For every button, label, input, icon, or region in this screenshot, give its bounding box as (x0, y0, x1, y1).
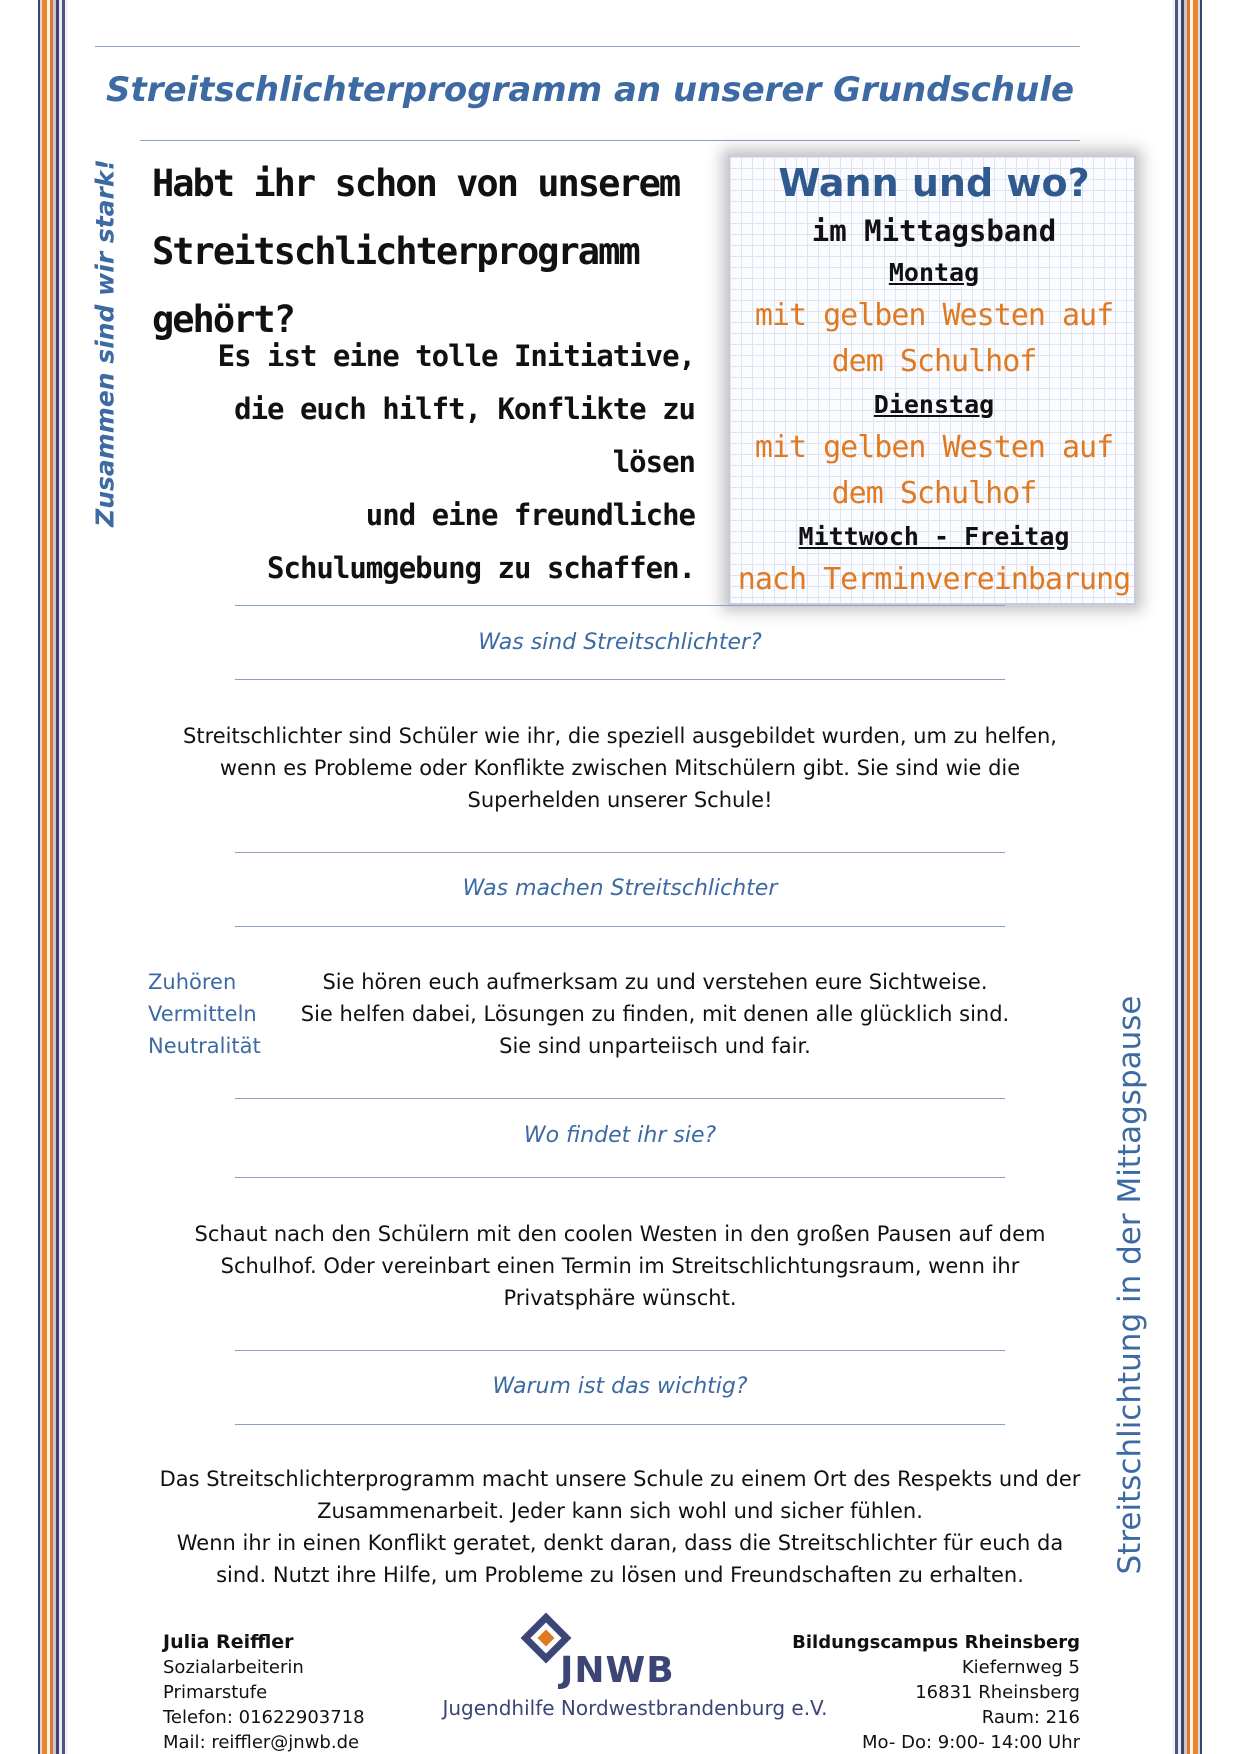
divider (235, 605, 1005, 606)
paragraph-line: Streitschlichter sind Schüler wie ihr, die speziell ausgebildet wurden, um zu helfen, (183, 724, 1057, 748)
contact-level: Primarstufe (163, 1682, 268, 1703)
term-item: Neutralität (148, 1034, 261, 1058)
location-block (792, 1630, 1080, 1754)
section-paragraph (110, 1218, 1130, 1314)
paragraph-line: Wenn ihr in einen Konflikt geratet, denkt daran, dass die Streitschlichter für euch da (176, 1531, 1064, 1555)
contact-block (163, 1630, 365, 1754)
location-room: Raum: 216 (981, 1707, 1080, 1728)
section-heading: Warum ist das wichtig? (492, 1374, 748, 1399)
schedule-day-tuesday: Dienstag (873, 390, 995, 419)
intro-body-line: Es ist eine tolle Initiative, (217, 339, 695, 373)
intro-body-line: Schulumgebung zu schaffen. (267, 551, 695, 585)
location-hours: Mo- Do: 9:00- 14:00 Uhr (862, 1732, 1080, 1753)
logo-fullname: Jugendhilfe Nordwestbrandenburg e.V. (442, 1696, 828, 1720)
logo-abbreviation: JNWB (560, 1650, 675, 1691)
schedule-box (728, 155, 1136, 605)
side-slogan-right (1108, 985, 1152, 1585)
schedule-tuesday-text: dem Schulhof (831, 476, 1037, 511)
term-description: Sie sind unparteiisch und fair. (499, 1034, 811, 1058)
intro-heading-line: Streitschlichterprogramm (152, 230, 639, 273)
schedule-monday-text: dem Schulhof (831, 344, 1037, 379)
section-paragraph (110, 720, 1130, 816)
decorative-border-right (1172, 0, 1202, 1754)
intro-heading (152, 150, 727, 354)
schedule-day-monday: Montag (888, 258, 980, 287)
location-street: Kiefernweg 5 (961, 1657, 1080, 1678)
location-org: Bildungscampus Rheinsberg (792, 1632, 1080, 1653)
term-item: Zuhören (148, 970, 237, 994)
divider (235, 1098, 1005, 1099)
contact-phone: Telefon: 01622903718 (163, 1707, 365, 1728)
divider (235, 1350, 1005, 1351)
jnwb-logo (420, 1620, 850, 1720)
divider (235, 1424, 1005, 1425)
section-paragraph (110, 1463, 1130, 1591)
section-heading: Wo findet ihr sie? (523, 1123, 717, 1148)
divider (235, 852, 1005, 853)
term-list (148, 966, 261, 1062)
schedule-tuesday-text: mit gelben Westen auf (754, 430, 1114, 465)
contact-name: Julia Reiffler (163, 1631, 294, 1653)
paragraph-line: Privatsphäre wünscht. (503, 1286, 737, 1310)
paragraph-line: sind. Nutzt ihre Hilfe, um Probleme zu lösen und Freundschaften zu erhalten. (216, 1563, 1024, 1587)
section-heading: Was sind Streitschlichter? (478, 630, 762, 655)
intro-heading-line: gehört? (152, 298, 294, 341)
contact-mail[interactable]: Mail: reiffler@jnwb.de (163, 1732, 360, 1753)
term-descriptions (270, 966, 1040, 1062)
paragraph-line: Das Streitschlichterprogramm macht unsere Schule zu einem Ort des Respekts und der (159, 1467, 1081, 1491)
paragraph-line: Schulhof. Oder vereinbart einen Termin im Streitschlichtungsraum, wenn ihr (220, 1254, 1020, 1278)
schedule-wed-fri-text: nach Terminvereinbarung (737, 562, 1131, 597)
side-slogan-left (85, 160, 125, 525)
paragraph-line: Superhelden unserer Schule! (467, 788, 773, 812)
contact-role: Sozialarbeiterin (163, 1657, 304, 1678)
paragraph-line: Zusammenarbeit. Jeder kann sich wohl und sicher fühlen. (317, 1499, 923, 1523)
term-description: Sie helfen dabei, Lösungen zu finden, mit denen alle glücklich sind. (300, 1002, 1010, 1026)
paragraph-line: wenn es Probleme oder Konflikte zwischen Mitschülern gibt. Sie sind wie die (219, 756, 1021, 780)
divider (235, 679, 1005, 680)
page-title: Streitschlichterprogramm an unserer Grundschule (105, 70, 1075, 110)
schedule-day-wed-fri: Mittwoch - Freitag (798, 522, 1070, 551)
schedule-subtitle: im Mittagsband (811, 214, 1057, 248)
schedule-monday-text: mit gelben Westen auf (754, 298, 1114, 333)
term-description: Sie hören euch aufmerksam zu und verstehen eure Sichtweise. (322, 970, 988, 994)
divider (95, 46, 1080, 47)
term-item: Vermitteln (148, 1002, 257, 1026)
divider (235, 1177, 1005, 1178)
intro-body (140, 330, 695, 595)
side-slogan-text: Zusammen sind wir stark! (90, 158, 120, 527)
divider (235, 926, 1005, 927)
intro-body-line: und eine freundliche (365, 498, 695, 532)
intro-body-line: die euch hilft, Konflikte zu lösen (234, 392, 695, 479)
section-heading: Was machen Streitschlichter (462, 876, 778, 901)
decorative-border-left (38, 0, 68, 1754)
divider (140, 140, 1080, 141)
paragraph-line: Schaut nach den Schülern mit den coolen Westen in den großen Pausen auf dem (194, 1222, 1046, 1246)
intro-heading-line: Habt ihr schon von unserem (152, 162, 680, 205)
schedule-title: Wann und wo? (778, 161, 1090, 205)
location-city: 16831 Rheinsberg (915, 1682, 1080, 1703)
side-slogan-text: Streitschlichtung in der Mittagspause (1112, 995, 1148, 1575)
